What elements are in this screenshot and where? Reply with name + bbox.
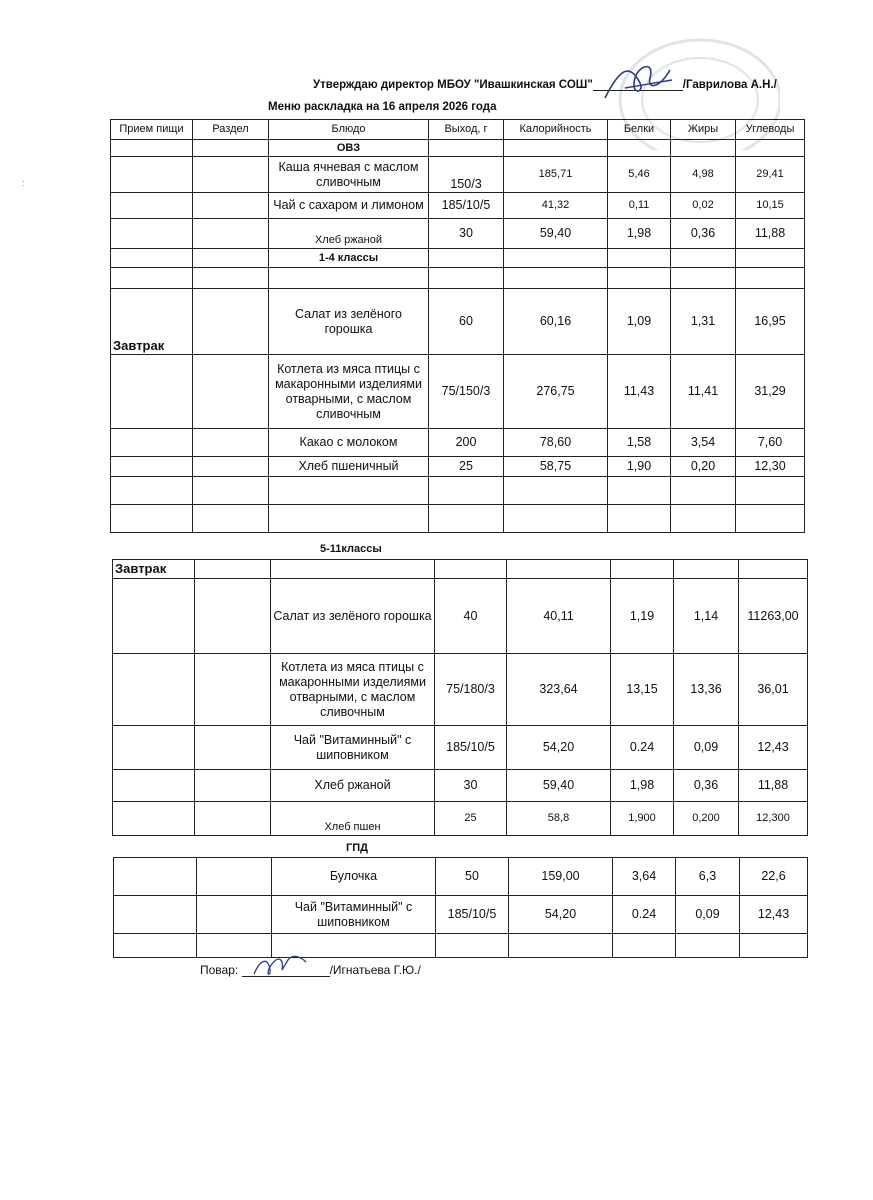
kcal-cell: 58,8 <box>507 802 611 836</box>
table-row <box>111 157 805 193</box>
kcal-cell: 58,75 <box>504 457 608 477</box>
protein-cell: 0,11 <box>608 193 671 219</box>
cook-name: /Игнатьева Г.Ю./ <box>329 963 421 977</box>
dish-cell: Чай "Витаминный" с шиповником <box>271 726 435 770</box>
fat-cell: 0,02 <box>671 193 736 219</box>
kcal-cell: 60,16 <box>504 289 608 355</box>
fat-cell: 0,36 <box>674 770 739 802</box>
yield-cell: 25 <box>435 802 507 836</box>
yield-cell: 30 <box>435 770 507 802</box>
protein-cell: 0.24 <box>613 896 676 934</box>
kcal-cell: 54,20 <box>509 896 613 934</box>
dish-cell: Хлеб ржаной <box>271 770 435 802</box>
dish-cell: Чай "Витаминный" с шиповником <box>272 896 436 934</box>
fat-cell: 4,98 <box>671 157 736 193</box>
dish-cell: Хлеб пшеничный <box>269 457 429 477</box>
meal-label: Завтрак <box>111 289 193 355</box>
carbs-cell: 11,88 <box>739 770 808 802</box>
yield-cell: 75/180/3 <box>435 654 507 726</box>
section-row-ovz <box>111 140 805 157</box>
fat-cell: 0,36 <box>671 219 736 249</box>
protein-cell: 5,46 <box>608 157 671 193</box>
carbs-cell: 36,01 <box>739 654 808 726</box>
yield-cell: 75/150/3 <box>429 355 504 429</box>
protein-cell: 1,09 <box>608 289 671 355</box>
section-title: 1-4 классы <box>269 249 429 268</box>
col-header: Раздел <box>193 120 269 140</box>
fat-cell: 1,31 <box>671 289 736 355</box>
protein-cell: 0.24 <box>611 726 674 770</box>
protein-cell: 1,90 <box>608 457 671 477</box>
dish-cell: Чай с сахаром и лимоном <box>269 193 429 219</box>
cook-signature-line <box>200 963 421 977</box>
cook-signature <box>250 952 310 980</box>
table-row <box>111 355 805 429</box>
carbs-cell: 29,41 <box>736 157 805 193</box>
fat-cell: 0,200 <box>674 802 739 836</box>
menu-table-main <box>110 119 805 533</box>
carbs-cell: 16,95 <box>736 289 805 355</box>
dish-cell: Хлеб ржаной <box>269 219 429 249</box>
protein-cell: 1,58 <box>608 429 671 457</box>
col-header: Выход, г <box>429 120 504 140</box>
yield-cell: 50 <box>436 858 509 896</box>
yield-cell: 60 <box>429 289 504 355</box>
kcal-cell: 59,40 <box>504 219 608 249</box>
fat-cell: 0,20 <box>671 457 736 477</box>
carbs-cell: 12,300 <box>739 802 808 836</box>
carbs-cell: 11,88 <box>736 219 805 249</box>
protein-cell: 1,98 <box>611 770 674 802</box>
carbs-cell: 12,43 <box>740 896 808 934</box>
yield-cell: 150/3 <box>429 157 504 193</box>
kcal-cell: 159,00 <box>509 858 613 896</box>
col-header: Белки <box>608 120 671 140</box>
kcal-cell: 185,71 <box>504 157 608 193</box>
empty-row <box>114 934 808 958</box>
section-title-gpd: ГПД <box>346 842 368 854</box>
protein-cell: 11,43 <box>608 355 671 429</box>
carbs-cell: 12,43 <box>739 726 808 770</box>
carbs-cell: 12,30 <box>736 457 805 477</box>
carbs-cell: 7,60 <box>736 429 805 457</box>
empty-row <box>111 268 805 289</box>
fat-cell: 0,09 <box>674 726 739 770</box>
table-row <box>113 726 808 770</box>
empty-row <box>111 505 805 533</box>
protein-cell: 1,98 <box>608 219 671 249</box>
dish-cell: Котлета из мяса птицы с макаронными изделиями отварными, с маслом сливочным <box>271 654 435 726</box>
approval-text: Утверждаю директор МБОУ "Ивашкинская СОШ" <box>313 79 593 91</box>
dish-cell: Какао с молоком <box>269 429 429 457</box>
kcal-cell: 78,60 <box>504 429 608 457</box>
dish-cell: Котлета из мяса птицы с макаронными изделиями отварными, с маслом сливочным <box>269 355 429 429</box>
table-row <box>114 896 808 934</box>
cook-label: Повар: <box>200 963 239 977</box>
director-signature <box>600 58 680 103</box>
col-header: Углеводы <box>736 120 805 140</box>
col-header: Калорийность <box>504 120 608 140</box>
table-row <box>114 858 808 896</box>
scan-mark: : <box>22 178 25 188</box>
section-row-1-4 <box>111 249 805 268</box>
yield-cell: 185/10/5 <box>436 896 509 934</box>
table-row <box>113 770 808 802</box>
col-header: Прием пищи <box>111 120 193 140</box>
table-row <box>111 429 805 457</box>
protein-cell: 1,19 <box>611 579 674 654</box>
yield-cell: 25 <box>429 457 504 477</box>
col-header: Блюдо <box>269 120 429 140</box>
fat-cell: 11,41 <box>671 355 736 429</box>
yield-cell: 185/10/5 <box>429 193 504 219</box>
kcal-cell: 40,11 <box>507 579 611 654</box>
fat-cell: 6,3 <box>676 858 740 896</box>
protein-cell: 13,15 <box>611 654 674 726</box>
dish-cell: Салат из зелёного горошка <box>269 289 429 355</box>
table-row <box>111 289 805 355</box>
kcal-cell: 41,32 <box>504 193 608 219</box>
table-header-row <box>111 120 805 140</box>
yield-cell: 40 <box>435 579 507 654</box>
empty-row <box>111 477 805 505</box>
kcal-cell: 59,40 <box>507 770 611 802</box>
table-row <box>111 193 805 219</box>
dish-cell: Булочка <box>272 858 436 896</box>
protein-cell: 1,900 <box>611 802 674 836</box>
section-title: ОВЗ <box>269 140 429 157</box>
kcal-cell: 323,64 <box>507 654 611 726</box>
table-row <box>113 654 808 726</box>
dish-cell: Салат из зелёного горошка <box>271 579 435 654</box>
director-name: /Гаврилова А.Н./ <box>682 79 777 91</box>
approval-line <box>313 79 777 91</box>
carbs-cell: 31,29 <box>736 355 805 429</box>
carbs-cell: 22,6 <box>740 858 808 896</box>
table-row <box>111 457 805 477</box>
fat-cell: 3,54 <box>671 429 736 457</box>
yield-cell: 200 <box>429 429 504 457</box>
fat-cell: 0,09 <box>676 896 740 934</box>
fat-cell: 1,14 <box>674 579 739 654</box>
dish-cell: Каша ячневая с маслом сливочным <box>269 157 429 193</box>
table-row <box>113 579 808 654</box>
meal-label: Завтрак <box>113 560 195 579</box>
yield-cell: 30 <box>429 219 504 249</box>
col-header: Жиры <box>671 120 736 140</box>
fat-cell: 13,36 <box>674 654 739 726</box>
table-row <box>113 802 808 836</box>
kcal-cell: 276,75 <box>504 355 608 429</box>
protein-cell: 3,64 <box>613 858 676 896</box>
menu-table-5-11 <box>112 559 808 836</box>
yield-cell: 185/10/5 <box>435 726 507 770</box>
dish-cell: Хлеб пшен <box>271 802 435 836</box>
kcal-cell: 54,20 <box>507 726 611 770</box>
table-row <box>111 219 805 249</box>
menu-table-gpd <box>113 857 808 958</box>
menu-title: Меню раскладка на 16 апреля 2026 года <box>268 101 497 113</box>
carbs-cell: 11263,00 <box>739 579 808 654</box>
table-row <box>113 560 808 579</box>
section-title-5-11: 5-11классы <box>320 543 382 555</box>
carbs-cell: 10,15 <box>736 193 805 219</box>
